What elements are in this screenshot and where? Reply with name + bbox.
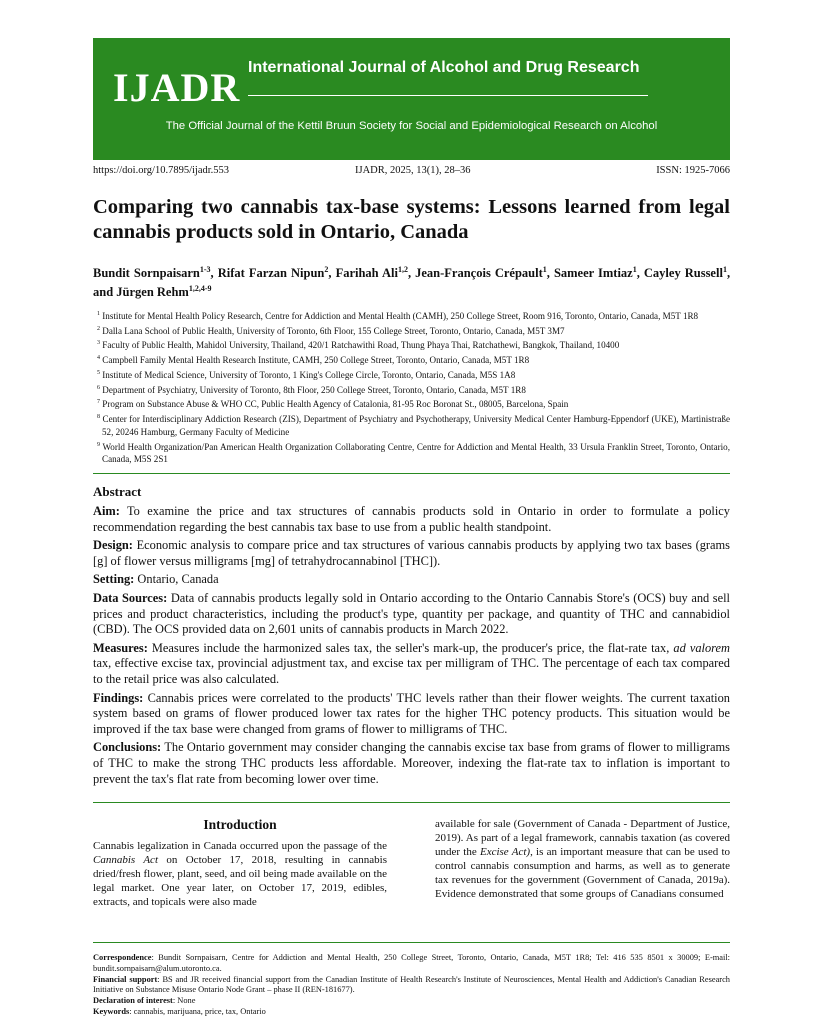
abstract-text: Cannabis prices were correlated to the products' THC levels rather than their flower weights. The current taxation system based on grams of flower produced lower tax rates for the higher THC potency products. This situation would be improved if the tax base were changed from grams of flower to milligrams of THC. [93,690,730,736]
footnote-text: : BS and JR received financial support from the Canadian Institute of Health Research's Institute of Neurosciences, Mental Health and Addiction's Canadian Research Initiative on Substance Misuse Ontario Node Grant – phase II (REN-181677). [93,974,730,995]
divider [93,802,730,803]
affiliation-text: Faculty of Public Health, Mahidol University, Thailand, 420/1 Ratchawithi Road, Thung Phaya Thai, Ratchathewi, Bangkok, Thailand, 10400 [102,340,620,351]
intro-text: on October 17, 2018, resulting in cannabis dried/fresh flower, plant, seed, and oil being made available on the legal market. One year later, on October 17, 2019, edibles, extracts, and topicals were also made [93,853,388,908]
abstract-label: Findings: [93,690,144,705]
footnote-text: : None [172,996,196,1006]
affiliation-num: 1 [97,311,100,317]
abstract-setting [93,572,730,588]
affiliation [93,323,730,338]
divider [93,473,730,474]
abstract-italic: ad valorem [673,640,730,655]
affiliation [93,352,730,367]
intro-paragraph [93,840,387,910]
affiliation-num: 6 [97,384,100,391]
author: Sameer Imtiaz [553,266,633,281]
abstract-label: Aim: [93,504,120,518]
author-affil: 1 [722,265,727,274]
affiliation-num: 5 [97,369,100,376]
intro-left-column [93,818,387,909]
affiliation-num: 2 [97,325,100,332]
keywords [93,1007,730,1018]
abstract-label: Data Sources: [93,590,168,605]
affiliation-text: World Health Organization/Pan American Health Organization Collaborating Centre, Centre for Addiction and Mental Health, 33 Ursula Franklin Street, Toronto, Ontario, Canada, M5S 2S1 [102,441,730,465]
author-affil: 2 [324,265,329,274]
footnote-label: Financial support [93,974,158,984]
footnote-text: : cannabis, marijuana, price, tax, Ontario [129,1006,266,1016]
abstract-text: To examine the price and tax structures of cannabis products sold in Ontario in order to formulate a policy recommendation regarding the best cannabis tax base to use from a public health standpoint. [93,504,730,534]
abstract-text: Economic analysis to compare price and tax structures of various cannabis products by applying two tax bases (grams [g] of flower versus milligrams [mg] of tetrahydrocannabinol [THC]). [93,538,730,568]
affiliation [93,308,730,323]
intro-italic: Cannabis Act [93,853,158,866]
author: Bundit Sornpaisarn [93,266,200,281]
author-sep: , [636,266,644,281]
author-affil: 1-3 [199,265,211,274]
author: Farihah Ali [335,266,398,281]
journal-banner [93,38,730,160]
affiliation-num: 8 [97,414,100,421]
affiliation [93,337,730,352]
banner-rule [248,95,648,96]
author: Rifat Farzan Nipun [217,266,325,281]
abstract-label: Setting: [93,572,135,587]
author-sep: , [210,266,218,281]
journal-name: International Journal of Alcohol and Drug Research [248,59,640,76]
journal-logo: IJADR [113,65,241,110]
affiliation [93,411,730,438]
affiliation-text: Program on Substance Abuse & WHO CC, Public Health Agency of Catalonia, 81-95 Roc Boronat St., 08005, Barcelona, Spain [102,399,569,410]
affiliation-num: 4 [97,355,100,362]
intro-paragraph [435,818,730,901]
affiliation-text: Department of Psychiatry, University of Toronto, 8th Floor, 250 College Street, Toronto, Ontario, Canada, M5T 1R8 [102,384,526,395]
intro-italic: Excise Act) [479,845,531,858]
abstract-text: Data of cannabis products legally sold in Ontario according to the Ontario Cannabis Store's (OCS) buy and sell prices and product characteristics, including the product's type, quantity per package, and quantity of THC and cannabidiol (CBD). The OCS provided data on 2,601 units of cannabis products in March 2022. [93,590,730,637]
author-affil: 1,2,4-9 [188,284,212,294]
author-affil: 1 [632,265,637,274]
author-sep: , [407,266,416,281]
abstract-label: Design: [93,538,133,553]
affiliation [93,367,730,382]
intro-text: Cannabis legalization in Canada occurred upon the passage of the [93,839,387,852]
affiliation-num: 3 [97,340,100,347]
affiliation-text: Institute of Medical Science, University of Toronto, 1 King's College Circle, Toronto, Ontario, Canada, M5S 1A8 [102,369,516,380]
article-meta [93,165,730,179]
affiliation-num: 9 [97,441,100,448]
divider [93,942,730,943]
footnote-text: : Bundit Sornpaisarn, Centre for Addiction and Mental Health, 250 College Street, Toronto, Ontario, Canada, M5T 1R8; Tel: 416 535 8501 x 30009; E-mail: bundit.sornpaisarn@alum.utoronto.ca. [93,953,730,973]
footnotes [93,953,730,1018]
article-title: Comparing two cannabis tax-base systems: Lessons learned from legal cannabis products sold in Ontario, Canada [93,196,730,243]
author: Jürgen Rehm [116,285,189,300]
abstract-sources [93,591,730,638]
affiliation-list [93,308,730,466]
affiliation-text: Campbell Family Mental Health Research Institute, CAMH, 250 College Street, Toronto, Ontario, Canada, M5T 1R8 [102,355,530,366]
affiliation [93,439,730,466]
footnote-label: Correspondence [93,953,152,962]
footnote-label: Declaration of interest [93,996,173,1006]
footnote-label: Keywords [93,1006,130,1016]
abstract-heading: Abstract [93,484,142,499]
financial-support [93,975,730,997]
affiliation [93,396,730,411]
intro-right-column [435,818,730,901]
author-affil: 1,2 [397,265,408,274]
author-sep: , and [93,266,731,300]
author-sep: , [328,266,336,281]
abstract-text: Measures include the harmonized sales tax, the seller's mark-up, the producer's price, the flat-rate tax, [151,640,670,655]
citation: IJADR, 2025, 13(1), 28–36 [355,165,471,176]
abstract-label: Measures: [93,640,148,655]
affiliation-text: Dalla Lana School of Public Health, University of Toronto, 6th Floor, 155 College Street, Toronto, Ontario, Canada, M5T 3M7 [102,325,565,336]
author: Jean-François Crépault [415,266,543,281]
issn: ISSN: 1925-7066 [656,165,730,176]
author: Cayley Russell [643,266,723,281]
abstract-measures [93,641,730,688]
abstract-design [93,538,730,569]
abstract-text: tax, effective excise tax, provincial adjustment tax, and excise tax per milligram of THC. The percentage of each tax compared to the retail price was also calculated. [93,656,730,686]
affiliation-text: Center for Interdisciplinary Addiction Research (ZIS), Department of Psychiatry and Psychotherapy, University Medical Center Hamburg-Eppendorf (UKE), Martinistraße 52, 20246 Hamburg, Germany Faculty of Medicine [102,414,730,437]
abstract-label: Conclusions: [93,740,162,755]
intro-text: , is an important measure that can be used to control cannabis consumption and harms, as well as to generate tax revenues for the government (Government of Canada, 2019a). Evidence demonstrated that some groups of Canadians consumed [435,845,731,900]
journal-subtitle: The Official Journal of the Kettil Bruun Society for Social and Epidemiological Research on Alcohol [165,120,658,132]
abstract-conclusions [93,740,730,787]
abstract-text: The Ontario government may consider changing the cannabis excise tax base from grams of flower to milligrams of THC to make the strong THC products less affordable. Moreover, indexing the flat-rate tax to inflation is important to prevent the tax's flat rate from becoming lower over time. [93,740,730,786]
abstract-aim [93,504,730,535]
author-affil: 1 [542,265,547,274]
abstract-findings [93,691,730,738]
abstract-text: Ontario, Canada [137,572,219,587]
intro-heading: Introduction [203,817,277,832]
affiliation-text: Institute for Mental Health Policy Research, Centre for Addiction and Mental Health (CAMH), 250 College Street, Room 916, Toronto, Ontario, Canada, M5T 1R8 [102,311,699,322]
affiliation [93,382,730,397]
declaration [93,996,730,1007]
author-sep: , [546,266,554,281]
author-list [93,262,730,300]
abstract [93,504,730,790]
affiliation-num: 7 [97,399,100,406]
intro-text: available for sale (Government of Canada - Department of Justice, 2019). As part of a legal framework, cannabis taxation (as covered under the [435,818,730,858]
correspondence [93,953,730,975]
doi-link[interactable]: https://doi.org/10.7895/ijadr.553 [93,165,230,176]
